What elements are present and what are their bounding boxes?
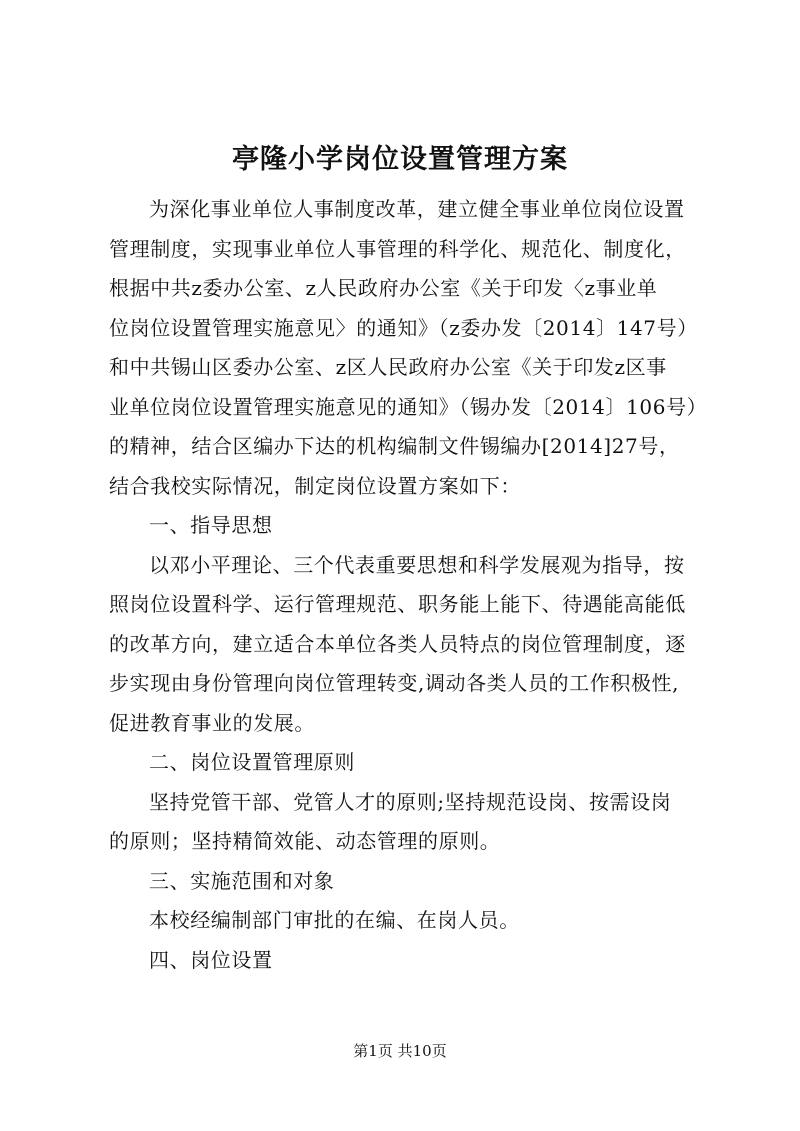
paragraph-line: 管理制度，实现事业单位人事管理的科学化、规范化、制度化， — [109, 236, 686, 261]
paragraph-line: 位岗位设置管理实施意见〉的通知》（z委办发〔2014〕147号） — [109, 315, 698, 340]
paragraph-line: 本校经编制部门审批的在编、在岗人员。 — [149, 908, 520, 932]
paragraph-line: 结合我校实际情况，制定岗位设置方案如下： — [109, 473, 521, 498]
paragraph-line: 的精神，结合区编办下达的机构编制文件锡编办[2014]27号， — [109, 434, 680, 458]
paragraph-line: 根据中共z委办公室、z人民政府办公室《关于印发〈z事业单 — [109, 276, 658, 300]
paragraph-line: 步实现由身份管理向岗位管理转变,调动各类人员的工作积极性, — [109, 671, 680, 695]
document-body — [109, 190, 708, 980]
paragraph-line: 的原则；坚持精简效能、动态管理的原则。 — [109, 829, 501, 853]
section-heading: 一、指导思想 — [149, 513, 273, 537]
section-heading: 四、岗位设置 — [149, 947, 273, 972]
document-title: 亭隆小学岗位设置管理方案 — [232, 144, 568, 175]
paragraph-line: 坚持党管干部、党管人才的原则;坚持规范设岗、按需设岗 — [149, 789, 672, 814]
section-heading: 二、岗位设置管理原则 — [149, 750, 355, 774]
paragraph-line: 和中共锡山区委办公室、z区人民政府办公室《关于印发z区事 — [109, 355, 667, 379]
page-number-footer: 第1页 共10页 — [353, 1042, 447, 1060]
paragraph-line: 照岗位设置科学、运行管理规范、职务能上能下、待遇能高能低 — [109, 592, 686, 616]
paragraph-line: 业单位岗位设置管理实施意见的通知》（锡办发〔2014〕106号） — [109, 394, 708, 419]
section-heading: 三、实施范围和对象 — [149, 868, 335, 893]
paragraph-line: 以邓小平理论、三个代表重要思想和科学发展观为指导，按 — [149, 552, 685, 577]
paragraph-line: 为深化事业单位人事制度改革，建立健全事业单位岗位设置 — [149, 197, 685, 221]
paragraph-line: 促进教育事业的发展。 — [109, 710, 315, 735]
paragraph-line: 的改革方向，建立适合本单位各类人员特点的岗位管理制度，逐 — [109, 631, 686, 656]
